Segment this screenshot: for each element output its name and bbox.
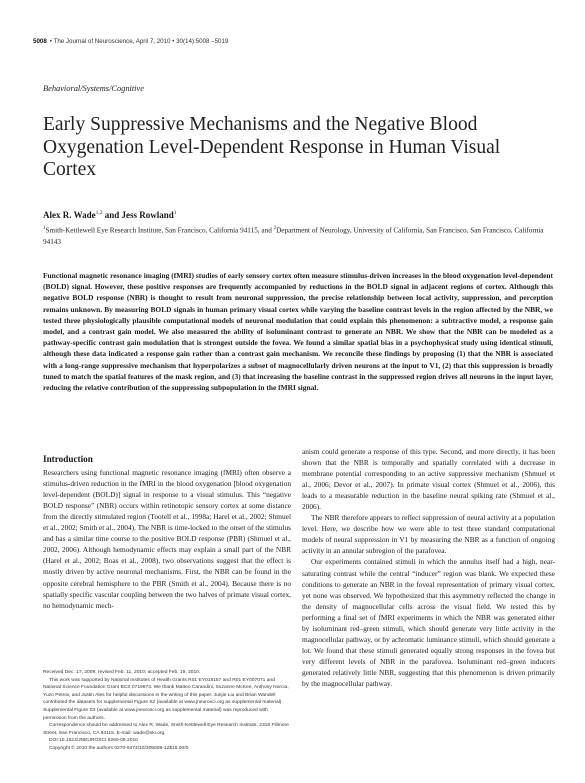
introduction-paragraph: Researchers using functional magnetic resonance imaging (fMRI) often observe a stimulus-driven reduction in the fMRI in the blood oxygenation [blood oxygenation level-dependent (BOLD)] signal in response to a visual stimulus. This “negative BOLD response” (NBR) occurs within retinotopic sensory cortex at some distance from the directly stimulated region (Tootell et al., 1998a; Harel et al., 2002; Shmuel et al., 2002; Smith et al., 2004). The NBR is time-locked to the onset of the stimulus and has a similar time course to the positive BOLD response (PBR) (Shmuel et al., 2002, 2006). Although hemodynamic effects may explain a small part of the NBR (Harel et al., 2002; Boas et al., 2008), two observations suggest that the effect is mostly driven by active neuronal mechanisms. First, the NBR can be found in the opposite cerebral hemisphere to the PBR (Smith et al., 2004). Because there is no spatially specific vascular coupling between the two halves of primate visual cortex, no hemodynamic mech-: [43, 468, 291, 610]
author-conjunction: and: [102, 210, 122, 220]
author-name: Jess Rowland: [121, 210, 174, 220]
affiliation-text: Department of Neurology, University of California, San Francisco, San Francisco, California 94143: [43, 226, 544, 247]
journal-citation: • The Journal of Neuroscience, April 7, 2010 • 30(14):5008 –5019: [49, 38, 229, 45]
section-label: Behavioral/Systems/Cognitive: [43, 84, 144, 93]
introduction-paragraph: anism could generate a response of this type. Second, and more directly, it has been shown that the NBR is temporally and spatially correlated with a decrease in membrane potential corresponding to an active suppressive mechanism (Shmuel et al., 2006; Devor et al., 2007). In primate visual cortex (Shmuel et al., 2006), this leads to a measurable reduction in the baseline neural spiking rate (Shmuel et al., 2006).: [302, 447, 555, 512]
page-number: 5008: [33, 38, 47, 45]
left-column: [43, 454, 291, 611]
affiliations: [43, 223, 553, 248]
doi: DOI:10.1523/JNEUROSCI.6260-09.2010: [49, 738, 138, 744]
received-dates: Received Dec. 17, 2009; revised Feb. 11, 2010; accepted Feb. 19, 2010.: [43, 670, 201, 675]
article-title: Early Suppressive Mechanisms and the Negative Blood Oxygenation Level-Dependent Response in Human Visual Cortex: [43, 114, 501, 181]
author-superscript: 1: [173, 210, 177, 216]
copyright: Copyright © 2010 the authors 0270-6474/10/305008-12$15.00/0: [49, 745, 189, 751]
affiliation-text: Smith-Kettlewell Eye Research Institute, San Francisco, California 94115, and: [45, 226, 274, 235]
footnotes: [43, 669, 291, 753]
abstract: Functional magnetic resonance imaging (fMRI) studies of early sensory cortex often measure stimulus-driven increases in the blood oxygenation level-dependent (BOLD) signal. However, these positive responses are frequently accompanied by reductions in the BOLD signal in adjacent regions of cortex. Although this negative BOLD response (NBR) is thought to result from neuronal suppression, the precise relationship between local activity, suppression, and perception remains unknown. By measuring BOLD signals in human primary visual cortex while varying the baseline contrast levels in the region affected by the NBR, we tested three physiologically plausible computational models of neuronal modulation that could explain this phenomenon: a subtractive model, a response gain model, and a contrast gain model. We also measured the ability of isoluminant contrast to generate an NBR. We show that the NBR can be modeled as a pathway-specific contrast gain modulation that is strongest outside the fovea. We found a similar spatial bias in a psychophysical study using identical stimuli, although these data indicated a response gain rather than a contrast gain mechanism. We reconcile these findings by proposing (1) that the NBR is associated with a long-range suppressive mechanism that hyperpolarizes a subset of magnocellularly driven neurons at the input to V1, (2) that this suppression is broadly tuned to match the spatial features of the mask region, and (3) that increasing the baseline contrast in the suppressed region drives all neurons in the input layer, reducing the relative contribution of the suppressing subpopulation in the fMRI signal.: [43, 271, 553, 393]
introduction-paragraph: Our experiments contained stimuli in which the annulus itself had a high, near-saturating contrast while the central “inducer” region was blank. We expected these conditions to generate an NBR in the foveal representation of primary visual cortex, yet none was observed. We hypothesized that this asymmetry reflected the change in the density of magnocellular cells across the visual field. We tested this by performing a final set of fMRI experiments in which the NBR was generated either by isoluminant red–green stimuli, which should generate very little activity in the magnocellular pathway, or by achromatic luminance stimuli, which should generate a lot. We found that these stimuli generated equally strong responses in the fovea but very different levels of NBR in the parafovea. Isoluminant red–green inducers generated relatively little NBR, suggesting that this phenomenon is driven primarily by the magnocellular pathway.: [302, 557, 555, 688]
affiliation-marker: 2: [273, 226, 277, 231]
author-superscript: 1,2: [95, 210, 103, 216]
introduction-heading: Introduction: [43, 454, 93, 464]
affiliation-marker: 1: [43, 226, 46, 231]
author-list: [43, 210, 177, 220]
introduction-paragraph: The NBR therefore appears to reflect suppression of neural activity at a population level. Here, we describe how we were able to test three standard computational models of neural suppression in V1 by measuring the NBR as a function of ongoing activity in an annular subregion of the parafovea.: [302, 513, 555, 556]
funding-note: This work was supported by National Institutes of Health Grants R01 EY018157 and R01 EY007071 and National Science Foundation Grant BCS 0719973. We thank Matteo Carandini, Suzanne McKee, Anthony Norcia, Yuzo Petrov, and Justin Ales for helpful discussions in the writing of this paper. Junjie Liu and Brian Wandell contributed the datasets for supplemental Figure S2 (available at www.jneurosci.org as supplemental material). Supplemental Figure S3 (available at www.jneurosci.org as supplemental material) was reproduced with permission from the authors.: [43, 677, 289, 721]
right-column: [302, 446, 555, 689]
author-name: Alex R. Wade: [43, 210, 96, 220]
running-head: [33, 38, 228, 45]
correspondence-note: Correspondence should be addressed to Alex R. Wade, Smith-Kettlewell Eye Research Institute, 2318 Fillmore Street, San Francisco, CA 94115. E-mail: wade@ski.org.: [43, 723, 289, 736]
